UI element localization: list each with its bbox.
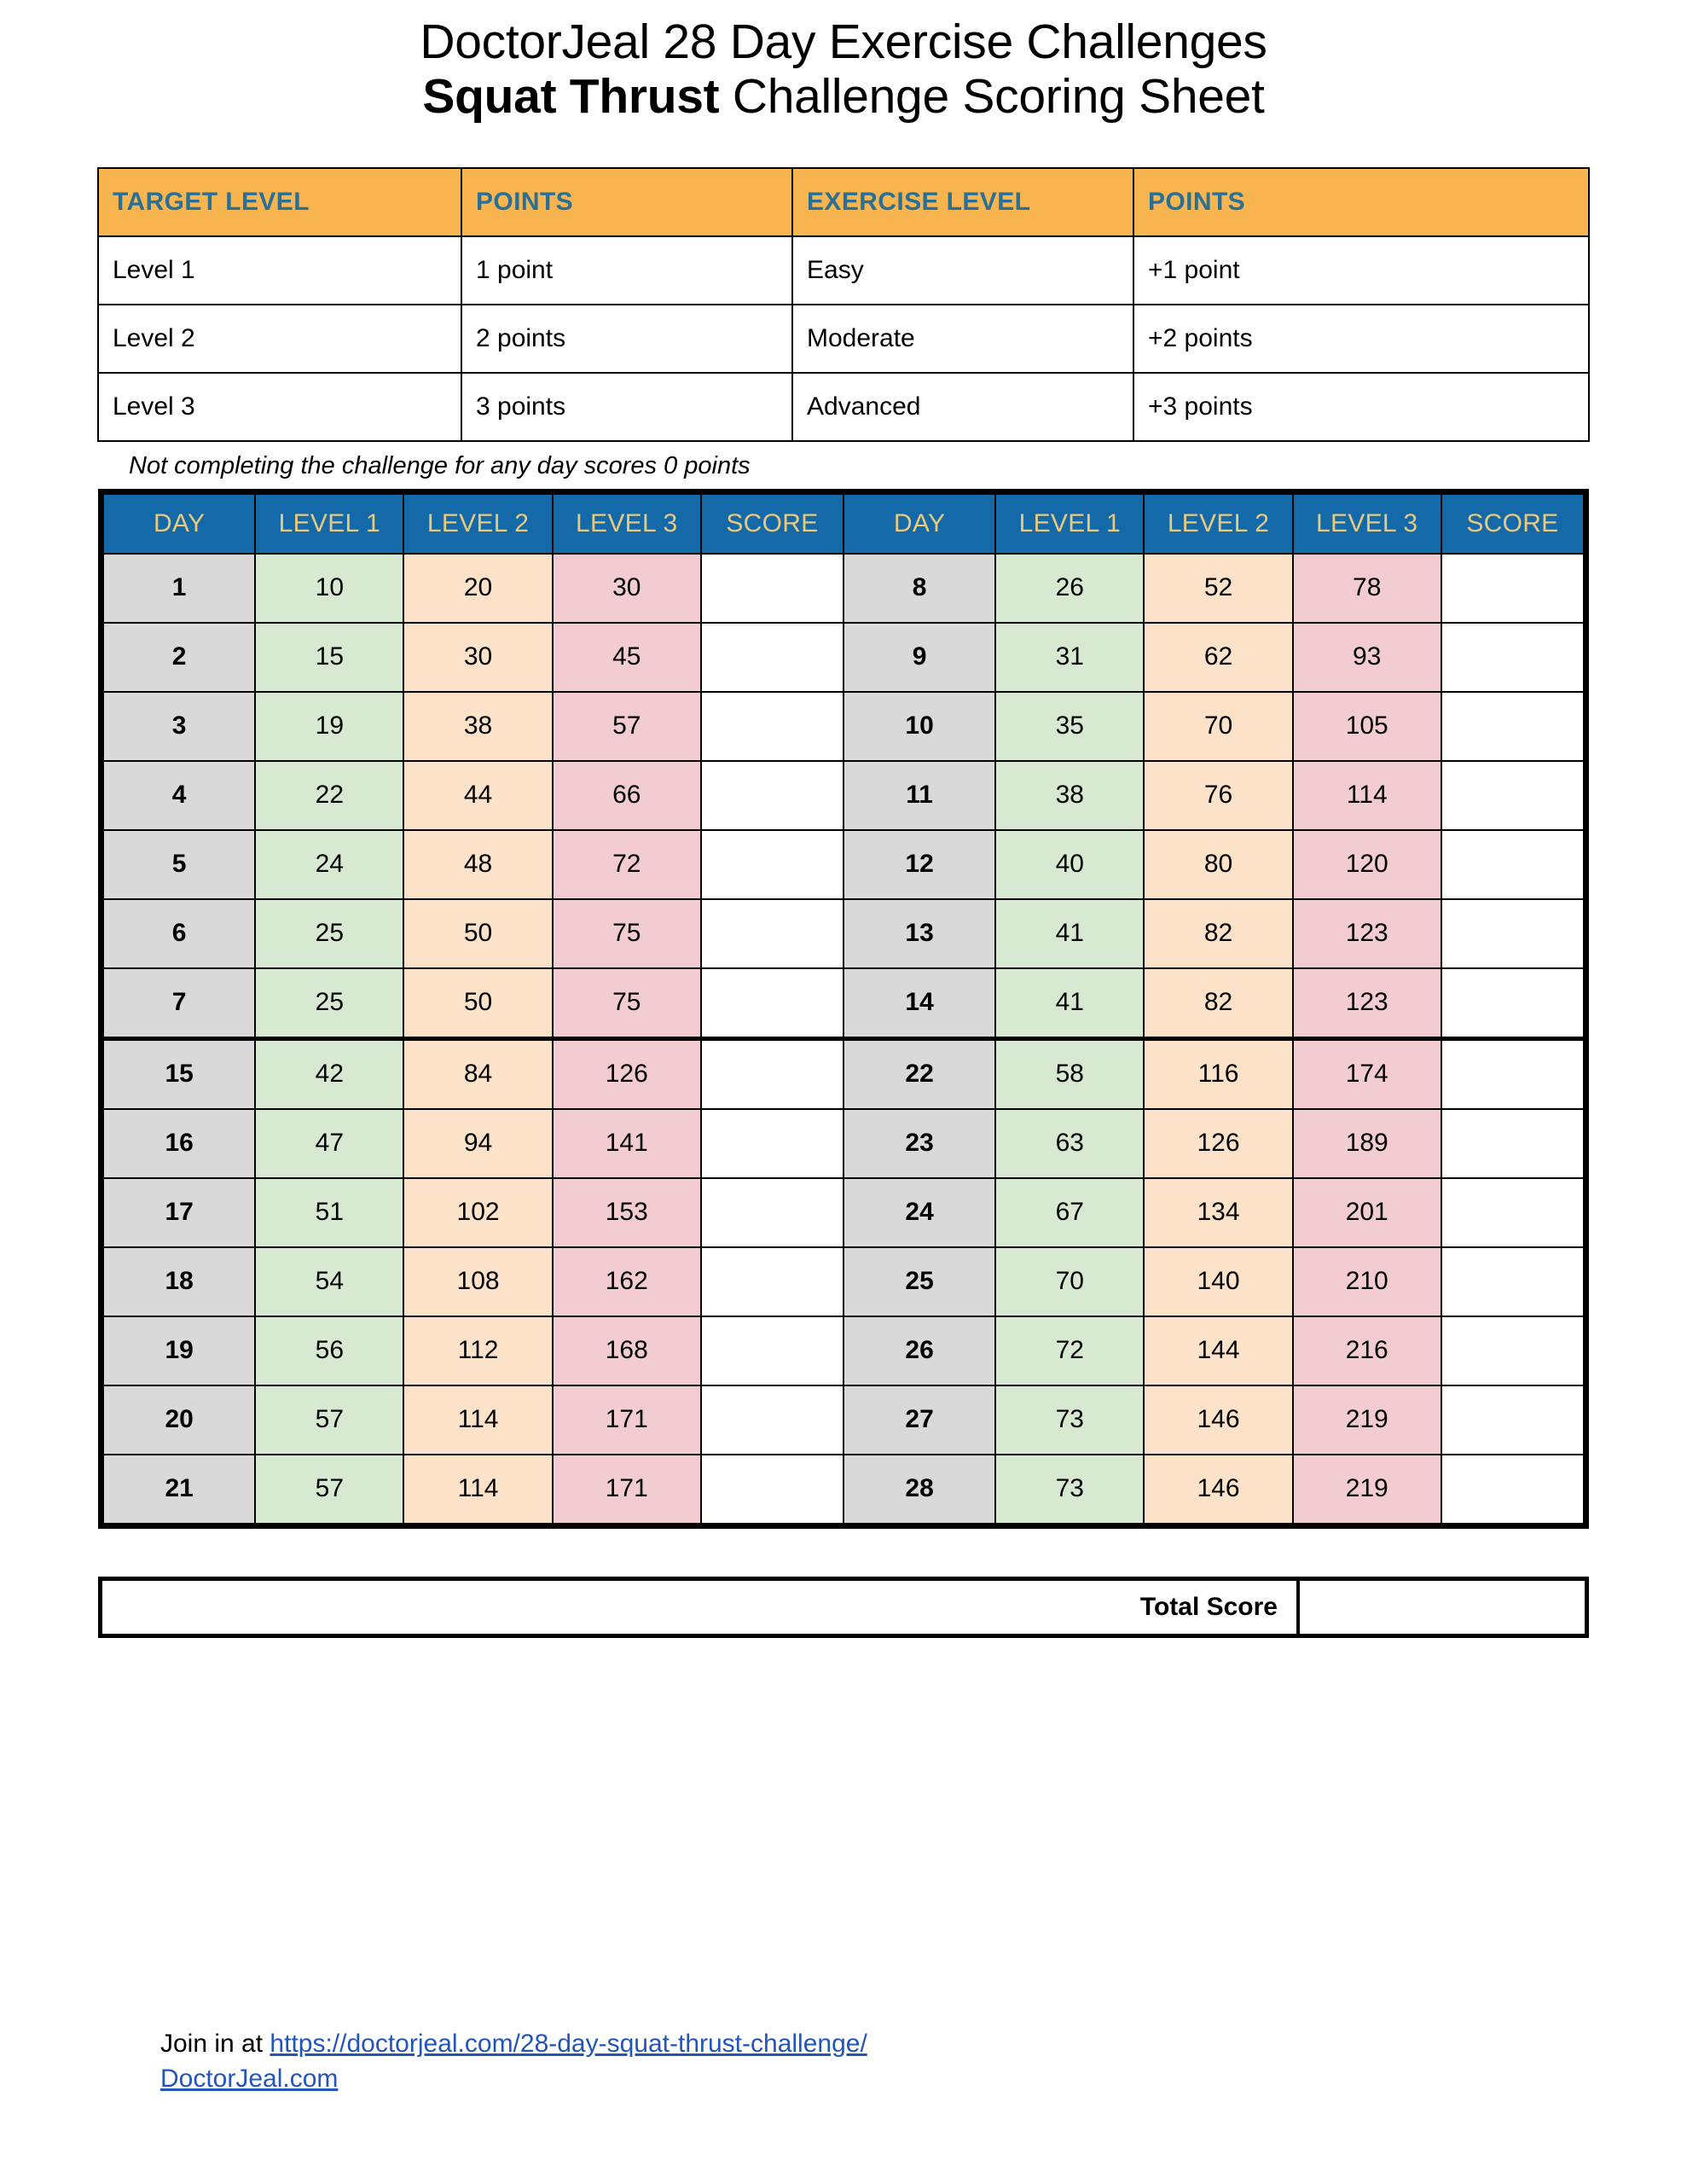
grid-header-day-left: DAY	[103, 494, 255, 554]
score-cell-left[interactable]	[701, 1178, 844, 1247]
day-cell-left: 7	[103, 968, 255, 1039]
day-cell-left: 6	[103, 899, 255, 968]
grid-header-level3-left: LEVEL 3	[553, 494, 701, 554]
level1-cell-left: 15	[255, 623, 403, 692]
level1-cell-left: 54	[255, 1247, 403, 1316]
score-cell-right[interactable]	[1441, 1109, 1584, 1178]
level2-cell-right: 82	[1144, 968, 1292, 1039]
score-cell-left[interactable]	[701, 623, 844, 692]
level3-cell-left: 30	[553, 554, 701, 623]
grid-header-level2-left: LEVEL 2	[403, 494, 552, 554]
scoring-legend	[0, 167, 1687, 442]
day-cell-right: 8	[844, 554, 995, 623]
level2-cell-right: 116	[1144, 1038, 1292, 1109]
table-row	[103, 899, 1584, 968]
level2-cell-right: 70	[1144, 692, 1292, 761]
day-cell-right: 10	[844, 692, 995, 761]
level2-cell-right: 146	[1144, 1455, 1292, 1524]
level3-cell-left: 75	[553, 899, 701, 968]
day-cell-left: 2	[103, 623, 255, 692]
level2-cell-left: 102	[403, 1178, 552, 1247]
day-cell-right: 12	[844, 830, 995, 899]
grid-header-score-right: SCORE	[1441, 494, 1584, 554]
level2-cell-right: 80	[1144, 830, 1292, 899]
total-score-input[interactable]	[1300, 1581, 1585, 1634]
level3-cell-left: 162	[553, 1247, 701, 1316]
legend-cell-exercise-level: Easy	[792, 236, 1133, 305]
site-link[interactable]: DoctorJeal.com	[160, 2065, 339, 2094]
score-cell-right[interactable]	[1441, 1385, 1584, 1455]
level3-cell-right: 123	[1293, 968, 1441, 1039]
legend-cell-target-level: Level 2	[98, 305, 461, 373]
level1-cell-left: 42	[255, 1038, 403, 1109]
level3-cell-left: 126	[553, 1038, 701, 1109]
level2-cell-left: 50	[403, 899, 552, 968]
day-cell-left: 4	[103, 761, 255, 830]
level1-cell-left: 57	[255, 1385, 403, 1455]
page-title	[0, 0, 1687, 125]
level1-cell-left: 56	[255, 1316, 403, 1385]
level1-cell-right: 58	[995, 1038, 1144, 1109]
level3-cell-left: 45	[553, 623, 701, 692]
score-cell-right[interactable]	[1441, 968, 1584, 1039]
level1-cell-right: 35	[995, 692, 1144, 761]
title-line-1: DoctorJeal 28 Day Exercise Challenges	[420, 15, 1267, 69]
level2-cell-left: 30	[403, 623, 552, 692]
table-row	[103, 1385, 1584, 1455]
level2-cell-left: 20	[403, 554, 552, 623]
challenge-link[interactable]: https://doctorjeal.com/28-day-squat-thrust-challenge/	[270, 2030, 867, 2058]
legend-cell-points: 1 point	[461, 236, 792, 305]
level2-cell-right: 134	[1144, 1178, 1292, 1247]
level3-cell-left: 141	[553, 1109, 701, 1178]
level2-cell-left: 114	[403, 1385, 552, 1455]
level1-cell-left: 51	[255, 1178, 403, 1247]
level3-cell-left: 66	[553, 761, 701, 830]
level1-cell-left: 25	[255, 899, 403, 968]
legend-cell-points: 2 points	[461, 305, 792, 373]
score-cell-left[interactable]	[701, 830, 844, 899]
day-cell-right: 25	[844, 1247, 995, 1316]
level1-cell-right: 73	[995, 1385, 1144, 1455]
day-cell-left: 21	[103, 1455, 255, 1524]
level2-cell-left: 112	[403, 1316, 552, 1385]
table-row	[103, 623, 1584, 692]
level3-cell-right: 201	[1293, 1178, 1441, 1247]
title-line-2	[0, 70, 1687, 125]
level3-cell-right: 219	[1293, 1385, 1441, 1455]
legend-cell-target-level: Level 3	[98, 373, 461, 441]
table-row	[103, 1178, 1584, 1247]
day-cell-left: 1	[103, 554, 255, 623]
level3-cell-right: 78	[1293, 554, 1441, 623]
day-cell-right: 26	[844, 1316, 995, 1385]
day-cell-right: 14	[844, 968, 995, 1039]
level1-cell-left: 10	[255, 554, 403, 623]
score-cell-right[interactable]	[1441, 830, 1584, 899]
legend-row	[98, 305, 1589, 373]
day-cell-left: 17	[103, 1178, 255, 1247]
level3-cell-right: 219	[1293, 1455, 1441, 1524]
level1-cell-left: 19	[255, 692, 403, 761]
table-row	[103, 1316, 1584, 1385]
legend-header-target-level: TARGET LEVEL	[98, 168, 461, 236]
level1-cell-left: 57	[255, 1455, 403, 1524]
day-cell-left: 18	[103, 1247, 255, 1316]
score-cell-left[interactable]	[701, 554, 844, 623]
legend-cell-points: 3 points	[461, 373, 792, 441]
score-cell-left[interactable]	[701, 761, 844, 830]
level2-cell-left: 84	[403, 1038, 552, 1109]
grid-header-level1-left: LEVEL 1	[255, 494, 403, 554]
level3-cell-right: 114	[1293, 761, 1441, 830]
legend-header-points-2: POINTS	[1133, 168, 1589, 236]
day-cell-right: 11	[844, 761, 995, 830]
level3-cell-left: 153	[553, 1178, 701, 1247]
day-cell-right: 9	[844, 623, 995, 692]
grid-header-level1-right: LEVEL 1	[995, 494, 1144, 554]
scoring-grid-container	[98, 489, 1589, 1529]
score-cell-left[interactable]	[701, 1247, 844, 1316]
legend-cell-exercise-level: Advanced	[792, 373, 1133, 441]
legend-cell-exercise-level: Moderate	[792, 305, 1133, 373]
scoring-note: Not completing the challenge for any day scores 0 points	[129, 451, 751, 479]
score-cell-right[interactable]	[1441, 1038, 1584, 1109]
level1-cell-left: 22	[255, 761, 403, 830]
footer	[160, 2026, 867, 2097]
score-cell-right[interactable]	[1441, 692, 1584, 761]
level3-cell-right: 93	[1293, 623, 1441, 692]
table-row	[103, 830, 1584, 899]
level3-cell-left: 171	[553, 1385, 701, 1455]
level3-cell-left: 168	[553, 1316, 701, 1385]
level3-cell-left: 171	[553, 1455, 701, 1524]
level3-cell-right: 123	[1293, 899, 1441, 968]
scoring-grid-table	[102, 493, 1585, 1525]
legend-cell-target-level: Level 1	[98, 236, 461, 305]
score-cell-right[interactable]	[1441, 761, 1584, 830]
level2-cell-left: 48	[403, 830, 552, 899]
legend-header-points-1: POINTS	[461, 168, 792, 236]
score-cell-right[interactable]	[1441, 1455, 1584, 1524]
level3-cell-right: 120	[1293, 830, 1441, 899]
score-cell-left[interactable]	[701, 692, 844, 761]
level2-cell-left: 50	[403, 968, 552, 1039]
score-cell-left[interactable]	[701, 1038, 844, 1109]
level2-cell-left: 108	[403, 1247, 552, 1316]
level1-cell-right: 63	[995, 1109, 1144, 1178]
level2-cell-left: 44	[403, 761, 552, 830]
score-cell-left[interactable]	[701, 968, 844, 1039]
day-cell-right: 13	[844, 899, 995, 968]
total-score-row	[98, 1577, 1589, 1638]
day-cell-left: 5	[103, 830, 255, 899]
score-cell-right[interactable]	[1441, 554, 1584, 623]
grid-header-row	[103, 494, 1584, 554]
level1-cell-right: 70	[995, 1247, 1144, 1316]
grid-header-day-right: DAY	[844, 494, 995, 554]
legend-row	[98, 236, 1589, 305]
score-cell-left[interactable]	[701, 1316, 844, 1385]
day-cell-right: 22	[844, 1038, 995, 1109]
level2-cell-left: 114	[403, 1455, 552, 1524]
legend-header-exercise-level: EXERCISE LEVEL	[792, 168, 1133, 236]
score-cell-left[interactable]	[701, 1109, 844, 1178]
day-cell-left: 15	[103, 1038, 255, 1109]
score-cell-right[interactable]	[1441, 1316, 1584, 1385]
level1-cell-left: 24	[255, 830, 403, 899]
grid-header-score-left: SCORE	[701, 494, 844, 554]
level3-cell-right: 174	[1293, 1038, 1441, 1109]
title-line-2-rest: Challenge Scoring Sheet	[719, 68, 1265, 124]
level2-cell-right: 62	[1144, 623, 1292, 692]
table-row	[103, 692, 1584, 761]
table-row	[103, 1109, 1584, 1178]
legend-table	[97, 167, 1590, 442]
level2-cell-right: 76	[1144, 761, 1292, 830]
level2-cell-left: 94	[403, 1109, 552, 1178]
legend-header-row	[98, 168, 1589, 236]
level1-cell-right: 40	[995, 830, 1144, 899]
score-cell-right[interactable]	[1441, 899, 1584, 968]
level1-cell-right: 72	[995, 1316, 1144, 1385]
level1-cell-right: 41	[995, 899, 1144, 968]
level3-cell-right: 210	[1293, 1247, 1441, 1316]
footer-prefix: Join in at	[160, 2030, 270, 2058]
score-cell-right[interactable]	[1441, 1178, 1584, 1247]
day-cell-right: 23	[844, 1109, 995, 1178]
level1-cell-right: 31	[995, 623, 1144, 692]
level3-cell-left: 57	[553, 692, 701, 761]
level3-cell-right: 216	[1293, 1316, 1441, 1385]
grid-header-level3-right: LEVEL 3	[1293, 494, 1441, 554]
day-cell-left: 20	[103, 1385, 255, 1455]
level3-cell-left: 72	[553, 830, 701, 899]
level2-cell-right: 126	[1144, 1109, 1292, 1178]
table-row	[103, 554, 1584, 623]
level1-cell-right: 67	[995, 1178, 1144, 1247]
level3-cell-right: 189	[1293, 1109, 1441, 1178]
level1-cell-right: 73	[995, 1455, 1144, 1524]
title-exercise-name: Squat Thrust	[422, 68, 720, 124]
level2-cell-left: 38	[403, 692, 552, 761]
level1-cell-left: 25	[255, 968, 403, 1039]
level3-cell-right: 105	[1293, 692, 1441, 761]
level2-cell-right: 146	[1144, 1385, 1292, 1455]
legend-cell-bonus-points: +1 point	[1133, 236, 1589, 305]
day-cell-right: 28	[844, 1455, 995, 1524]
level2-cell-right: 144	[1144, 1316, 1292, 1385]
legend-cell-bonus-points: +3 points	[1133, 373, 1589, 441]
table-row	[103, 761, 1584, 830]
day-cell-left: 16	[103, 1109, 255, 1178]
table-row	[103, 1455, 1584, 1524]
level2-cell-right: 140	[1144, 1247, 1292, 1316]
score-cell-right[interactable]	[1441, 1247, 1584, 1316]
level1-cell-left: 47	[255, 1109, 403, 1178]
score-cell-left[interactable]	[701, 1455, 844, 1524]
level2-cell-right: 82	[1144, 899, 1292, 968]
legend-cell-bonus-points: +2 points	[1133, 305, 1589, 373]
grid-header-level2-right: LEVEL 2	[1144, 494, 1292, 554]
table-row	[103, 1247, 1584, 1316]
table-row	[103, 968, 1584, 1039]
level1-cell-right: 26	[995, 554, 1144, 623]
day-cell-left: 19	[103, 1316, 255, 1385]
day-cell-right: 24	[844, 1178, 995, 1247]
total-score-label: Total Score	[102, 1581, 1300, 1634]
table-row	[103, 1038, 1584, 1109]
score-cell-left[interactable]	[701, 1385, 844, 1455]
legend-row	[98, 373, 1589, 441]
level1-cell-right: 41	[995, 968, 1144, 1039]
score-cell-right[interactable]	[1441, 623, 1584, 692]
level1-cell-right: 38	[995, 761, 1144, 830]
level2-cell-right: 52	[1144, 554, 1292, 623]
score-cell-left[interactable]	[701, 899, 844, 968]
level3-cell-left: 75	[553, 968, 701, 1039]
day-cell-right: 27	[844, 1385, 995, 1455]
day-cell-left: 3	[103, 692, 255, 761]
